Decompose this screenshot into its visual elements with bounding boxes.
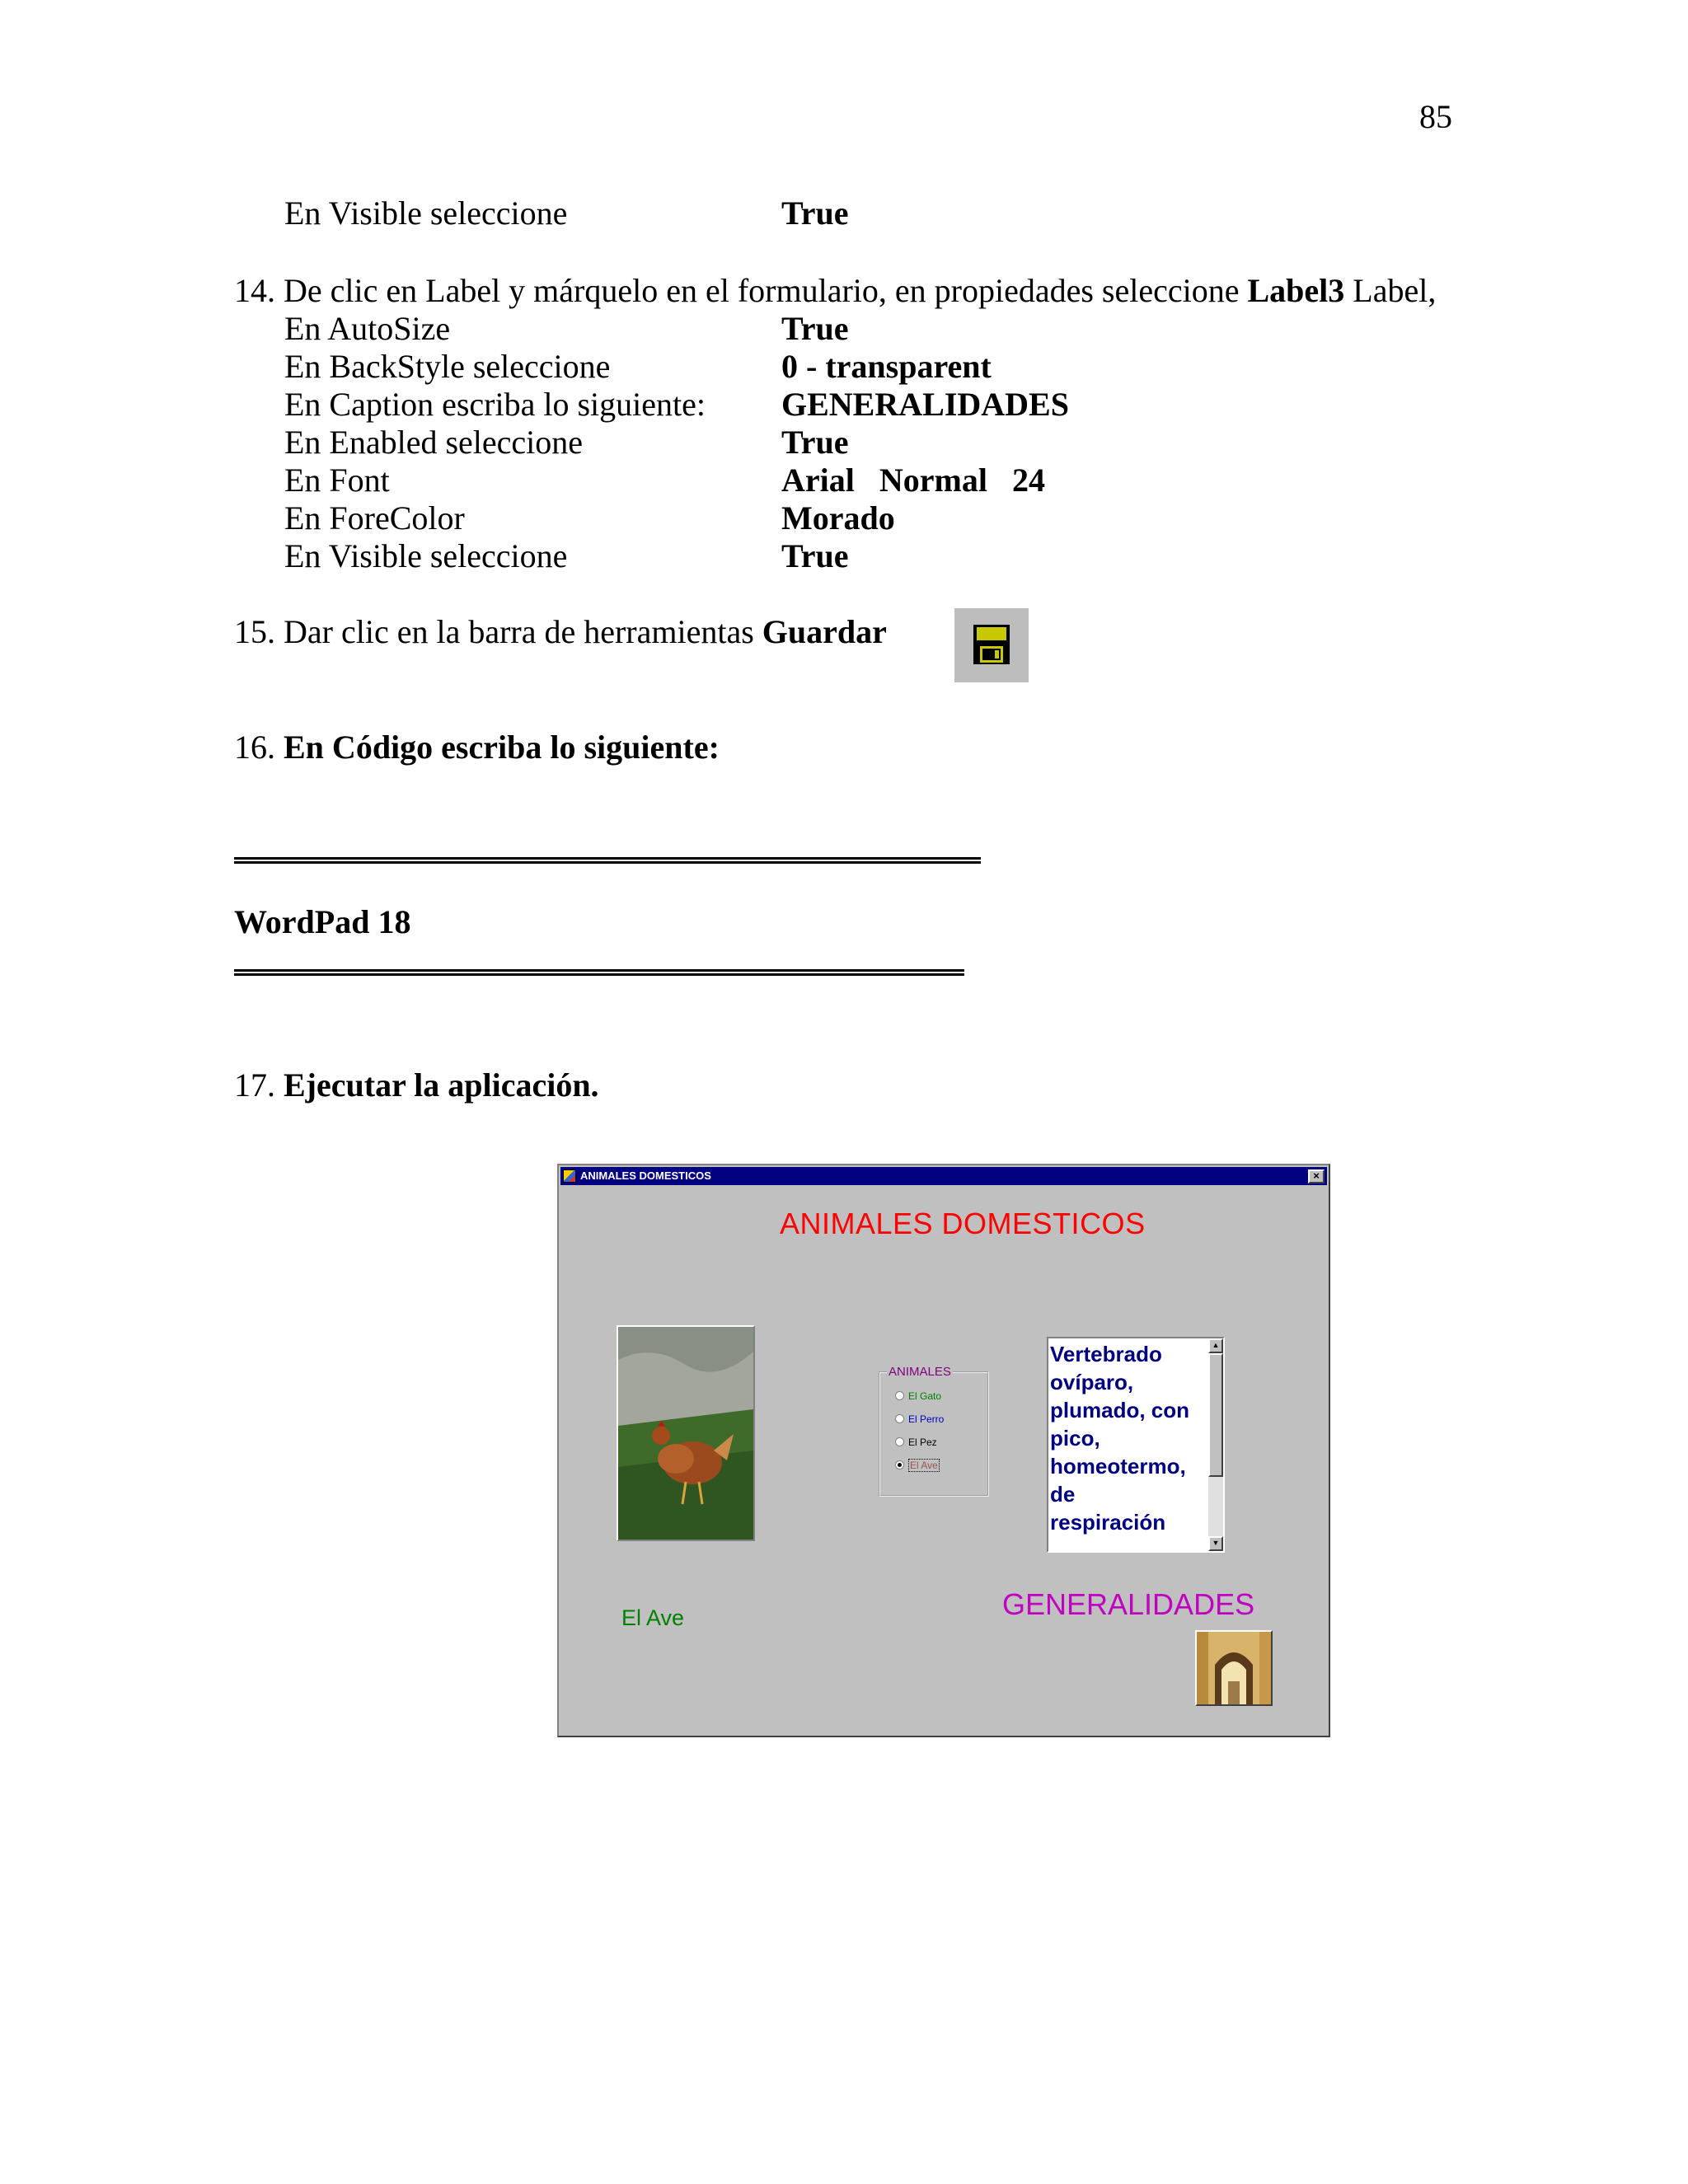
app-icon bbox=[563, 1169, 576, 1183]
property-value: True bbox=[781, 194, 849, 232]
radio-icon bbox=[895, 1391, 904, 1400]
step-bold: En Código escriba lo siguiente: bbox=[284, 729, 720, 766]
generalidades-label[interactable]: GENERALIDADES bbox=[1002, 1587, 1255, 1621]
property-value: 0 - transparent bbox=[781, 348, 992, 385]
property-label: En Font bbox=[284, 462, 390, 499]
step-bold: Label3 bbox=[1247, 272, 1345, 309]
property-value: Morado bbox=[781, 499, 895, 537]
option-label: El Perro bbox=[908, 1413, 945, 1425]
hen-image bbox=[617, 1325, 755, 1541]
double-rule bbox=[234, 969, 964, 976]
property-label: En Caption escriba lo siguiente: bbox=[284, 386, 706, 423]
radio-el-ave[interactable] bbox=[895, 1459, 940, 1472]
property-label: En Enabled seleccione bbox=[284, 424, 584, 461]
option-label: El Pez bbox=[908, 1436, 937, 1448]
property-value: True bbox=[781, 424, 849, 461]
frame-caption: ANIMALES bbox=[889, 1365, 951, 1379]
title-bar bbox=[560, 1167, 1327, 1185]
option-label: El Ave bbox=[910, 1460, 938, 1471]
radio-el-perro[interactable] bbox=[895, 1413, 944, 1426]
step-bold: Ejecutar la aplicación. bbox=[284, 1066, 599, 1104]
property-label: En BackStyle seleccione bbox=[284, 348, 611, 385]
step-14-intro bbox=[234, 272, 1436, 310]
step-bold: Guardar bbox=[762, 613, 887, 650]
step-15 bbox=[234, 613, 887, 651]
step-number: 15. bbox=[234, 613, 275, 650]
scroll-up-icon[interactable]: ▲ bbox=[1208, 1338, 1223, 1353]
step-number: 16. bbox=[234, 729, 275, 766]
step-text-after: Label, bbox=[1353, 272, 1437, 309]
scroll-thumb[interactable] bbox=[1208, 1353, 1223, 1477]
save-floppy-icon bbox=[954, 608, 1029, 682]
window-title: ANIMALES DOMESTICOS bbox=[580, 1169, 711, 1182]
app-heading: ANIMALES DOMESTICOS bbox=[780, 1207, 1146, 1240]
property-value: Arial Normal 24 bbox=[781, 462, 1045, 499]
step-17 bbox=[234, 1066, 599, 1104]
radio-icon bbox=[895, 1437, 904, 1446]
radio-el-pez[interactable] bbox=[895, 1436, 937, 1449]
animales-frame bbox=[879, 1365, 989, 1497]
step-number: 14. bbox=[234, 272, 275, 309]
description-text: Vertebrado ovíparo, plumado, con pico, homeotermo, de respiración bbox=[1050, 1342, 1189, 1535]
property-value: True bbox=[781, 537, 849, 574]
scroll-down-icon[interactable]: ▼ bbox=[1208, 1536, 1223, 1551]
property-label: En Visible seleccione bbox=[284, 537, 568, 574]
step-16 bbox=[234, 729, 720, 766]
arch-thumbnail-image[interactable] bbox=[1195, 1630, 1273, 1706]
radio-el-gato[interactable] bbox=[895, 1390, 941, 1403]
page-number: 85 bbox=[1419, 98, 1452, 135]
app-window-screenshot bbox=[557, 1164, 1330, 1737]
step-text: De clic en Label y márquelo en el formulario, en propiedades seleccione bbox=[284, 272, 1240, 309]
vertical-scrollbar[interactable] bbox=[1208, 1338, 1223, 1551]
step-number: 17. bbox=[234, 1066, 275, 1104]
property-label: En Visible seleccione bbox=[284, 194, 568, 232]
wordpad-heading: WordPad 18 bbox=[234, 903, 411, 940]
property-value: GENERALIDADES bbox=[781, 386, 1069, 423]
property-label: En ForeColor bbox=[284, 499, 465, 537]
step-text: Dar clic en la barra de herramientas bbox=[284, 613, 754, 650]
option-label: El Gato bbox=[908, 1390, 942, 1402]
double-rule bbox=[234, 857, 981, 864]
animal-name-label: El Ave bbox=[621, 1605, 685, 1630]
property-value: True bbox=[781, 310, 849, 347]
close-button[interactable]: × bbox=[1308, 1169, 1325, 1183]
property-label: En AutoSize bbox=[284, 310, 451, 347]
radio-selected-icon bbox=[895, 1460, 904, 1469]
description-textbox[interactable] bbox=[1047, 1337, 1225, 1553]
radio-icon bbox=[895, 1414, 904, 1423]
